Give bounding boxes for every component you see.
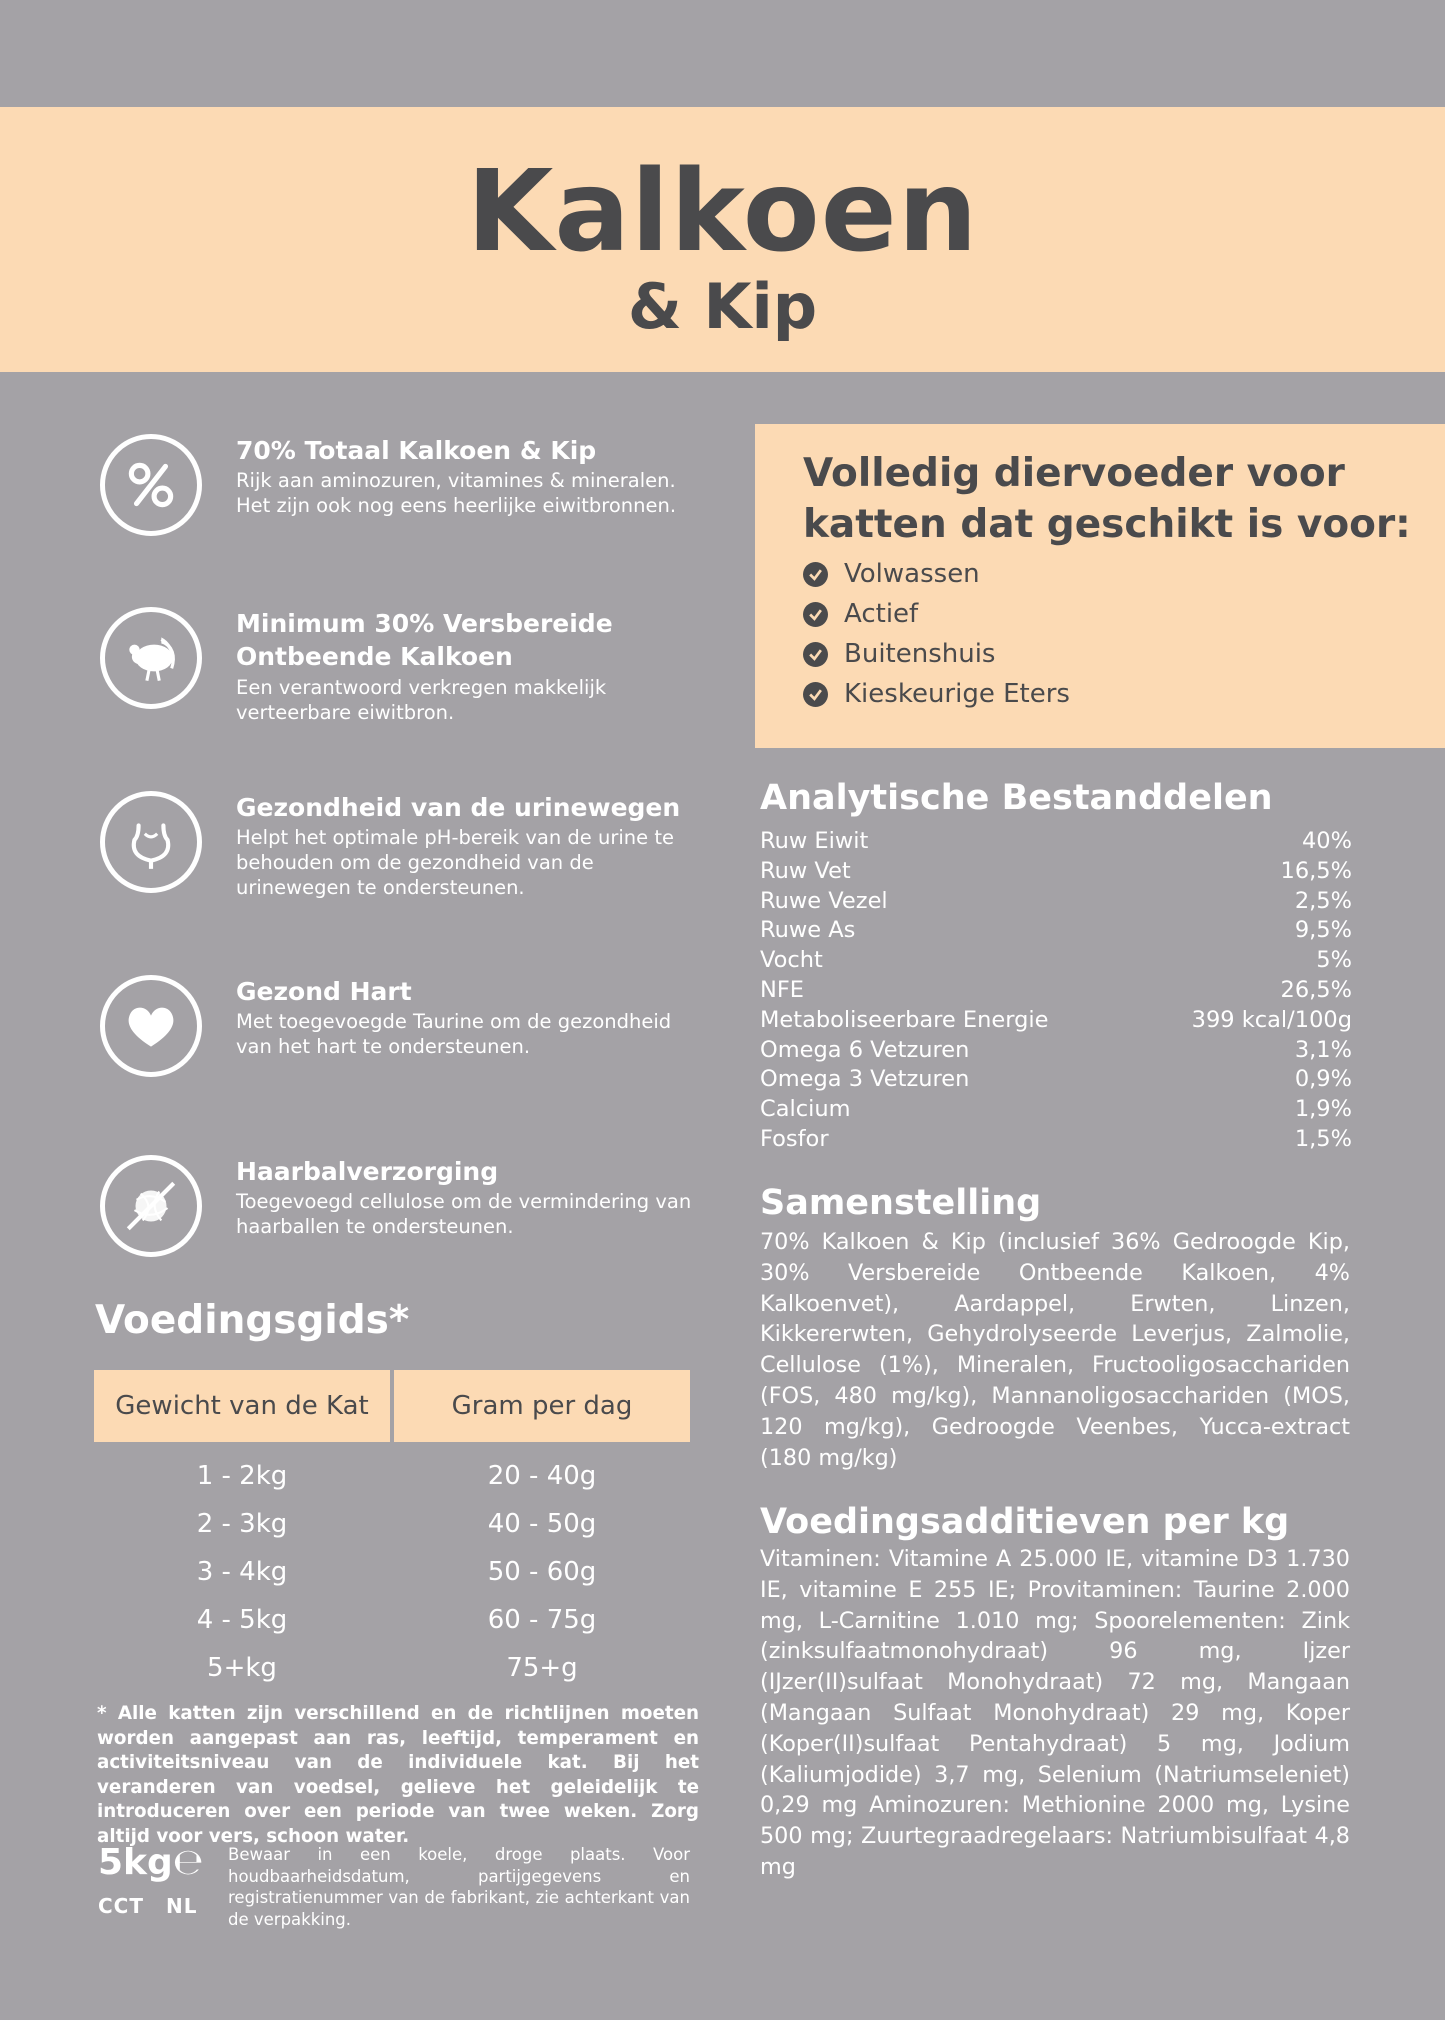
product-title: Kalkoen [466, 147, 979, 277]
feature-description: Toegevoegd cellulose om de vermindering van haarballen te ondersteunen. [236, 1190, 692, 1238]
row-name: Fosfor [760, 1125, 829, 1152]
heart-icon [100, 975, 202, 1077]
table-row [760, 827, 1352, 857]
additives-text: Vitaminen: Vitamine A 25.000 IE, vitamine D3 1.730 IE, vitamine E 255 IE; Provitaminen: Taurine 2.000 mg, L-Carnitine 1.010 mg; Spoorelementen: Zink (zinksulfaatmonohydraat) 96 mg, Ijzer (IJzer(II)sulfaat Monohydraat) 72 mg, Mangaan (Mangaan Sulfaat Monohydraat) 29 mg, Koper (Koper(II)sulfaat Pentahydraat) 5 mg, Jodium (Kaliumjodide) 3,7 mg, Selenium (Natriumseleniet) 0,29 mg Aminozuren: Methionine 2000 mg, Lysine 500 mg; Zuurtegraadregelaars: Natriumbisulfaat 4,8 mg [760, 1546, 1350, 1880]
weight-value: 5kg [98, 1842, 173, 1883]
cell-weight: 2 - 3kg [196, 1509, 288, 1539]
row-value: 40% [1301, 828, 1352, 854]
composition-title: Samenstelling [760, 1183, 1042, 1223]
code: NL [166, 1894, 198, 1918]
row-value: 1,9% [1294, 1096, 1352, 1123]
row-value: 0,9% [1294, 1066, 1352, 1093]
list-item [803, 554, 1070, 594]
title-banner [0, 107, 1445, 372]
analysis-title: Analytische Bestanddelen [760, 778, 1273, 818]
feature-description: Een verantwoord verkregen makkelijk verteerbare eiwitbron. [236, 676, 607, 724]
turkey-icon [100, 607, 202, 709]
additives-title: Voedingsadditieven per kg [760, 1502, 1290, 1542]
table-row [760, 916, 1352, 946]
list-item [803, 634, 1070, 674]
table-row [760, 1006, 1352, 1036]
cell-grams: 60 - 75g [487, 1605, 597, 1635]
check-icon [803, 602, 828, 627]
row-name: Calcium [760, 1096, 851, 1123]
table-row [760, 1095, 1352, 1125]
bladder-icon [100, 791, 202, 893]
cell-weight: 4 - 5kg [196, 1605, 288, 1635]
feature-description: Helpt het optimale pH-bereik van de urine te behouden om de gezondheid van de urinewegen te ondersteunen. [236, 826, 674, 899]
row-name: NFE [760, 976, 804, 1003]
row-value: 5% [1316, 947, 1352, 974]
guide-title: Voedingsgids* [95, 1298, 410, 1343]
row-name: Vocht [760, 947, 823, 974]
percent-icon [100, 434, 202, 536]
list-item-label: Actief [844, 599, 919, 629]
table-row [94, 1548, 690, 1596]
cell-grams: 75+g [506, 1653, 578, 1683]
table-row [760, 887, 1352, 917]
analysis-table [760, 827, 1352, 1155]
composition-text: 70% Kalkoen & Kip (inclusief 36% Gedroogde Kip, 30% Versbereide Ontbeende Kalkoen, 4% Kalkoenvet), Aardappel, Erwten, Linzen, Kikkererwten, Gehydrolyseerde Leverjus, Zalmolie, Cellulose (1%), Mineralen, Fructooligosacchariden (FOS, 480 mg/kg), Mannanoligosacchariden (MOS, 120 mg/kg), Gedroogde Veenbes, Yucca-extract (180 mg/kg) [760, 1229, 1350, 1471]
row-name: Metaboliseerbare Energie [760, 1006, 1049, 1033]
row-value: 26,5% [1280, 976, 1352, 1003]
check-icon [803, 642, 828, 667]
header-weight: Gewicht van de Kat [94, 1370, 390, 1442]
table-row [760, 857, 1352, 887]
guide-table [94, 1370, 690, 1692]
row-value: 16,5% [1280, 857, 1352, 884]
row-name: Ruwe As [760, 917, 856, 944]
hairball-icon [100, 1155, 202, 1257]
feature-title: Gezond Hart [236, 977, 412, 1006]
cell-grams: 40 - 50g [487, 1509, 597, 1539]
table-header [94, 1370, 690, 1442]
cell-weight: 5+kg [207, 1653, 277, 1683]
feature-description: Rijk aan aminozuren, vitamines & mineralen. Het zijn ook nog eens heerlijke eiwitbronnen. [236, 469, 677, 517]
suitability-box [755, 424, 1445, 748]
list-item [803, 594, 1070, 634]
suitability-title: Volledig diervoeder voor katten dat geschikt is voor: [803, 451, 1411, 547]
feature-title: Minimum 30% Versbereide Ontbeende Kalkoen [236, 609, 613, 671]
row-name: Omega 6 Vetzuren [760, 1036, 970, 1063]
storage-text: Bewaar in een koele, droge plaats. Voor houdbaarheidsdatum, partijgegevens en registratienummer van de fabrikant, zie achterkant van de verpakking. [228, 1845, 690, 1929]
country-codes [98, 1894, 197, 1918]
check-icon [803, 562, 828, 587]
guide-note: * Alle katten zijn verschillend en de richtlijnen moeten worden aangepast aan ras, leeftijd, temperament en activiteitsniveau van de individuele kat. Bij het veranderen van voedsel, gelieve het geleidelijk te introduceren over een periode van twee weken. Zorg altijd voor vers, schoon water. [97, 1703, 699, 1847]
feature-title: Gezondheid van de urinewegen [236, 793, 681, 822]
cell-weight: 1 - 2kg [196, 1461, 288, 1491]
estimated-mark: ℮ [172, 1842, 204, 1883]
table-row [94, 1452, 690, 1500]
table-row [94, 1596, 690, 1644]
list-item-label: Buitenshuis [844, 639, 996, 669]
list-item-label: Kieskeurige Eters [844, 679, 1070, 709]
feature-description: Met toegevoegde Taurine om de gezondheid van het hart te ondersteunen. [236, 1010, 672, 1058]
product-subtitle: & Kip [627, 270, 818, 343]
table-row [94, 1644, 690, 1692]
list-item-label: Volwassen [844, 559, 980, 589]
row-name: Ruw Eiwit [760, 828, 869, 854]
table-row [94, 1500, 690, 1548]
row-value: 3,1% [1294, 1036, 1352, 1063]
table-row [760, 976, 1352, 1006]
row-value: 2,5% [1294, 887, 1352, 914]
row-value: 1,5% [1294, 1125, 1352, 1152]
table-row [760, 946, 1352, 976]
row-name: Omega 3 Vetzuren [760, 1066, 970, 1093]
cell-grams: 20 - 40g [487, 1461, 597, 1491]
table-row [760, 1065, 1352, 1095]
row-name: Ruwe Vezel [760, 887, 888, 914]
cell-weight: 3 - 4kg [196, 1557, 288, 1587]
list-item [803, 674, 1070, 714]
header-grams: Gram per dag [394, 1370, 690, 1442]
row-value: 9,5% [1294, 917, 1352, 944]
row-value: 399 kcal/100g [1191, 1006, 1352, 1033]
feature-title: 70% Totaal Kalkoen & Kip [236, 436, 597, 465]
net-weight [98, 1842, 204, 1883]
check-icon [803, 682, 828, 707]
feature-title: Haarbalverzorging [236, 1157, 499, 1186]
row-name: Ruw Vet [760, 857, 851, 884]
table-row [760, 1125, 1352, 1155]
table-row [760, 1036, 1352, 1066]
suitability-list [803, 554, 1070, 714]
code: CCT [98, 1894, 144, 1918]
cell-grams: 50 - 60g [487, 1557, 597, 1587]
